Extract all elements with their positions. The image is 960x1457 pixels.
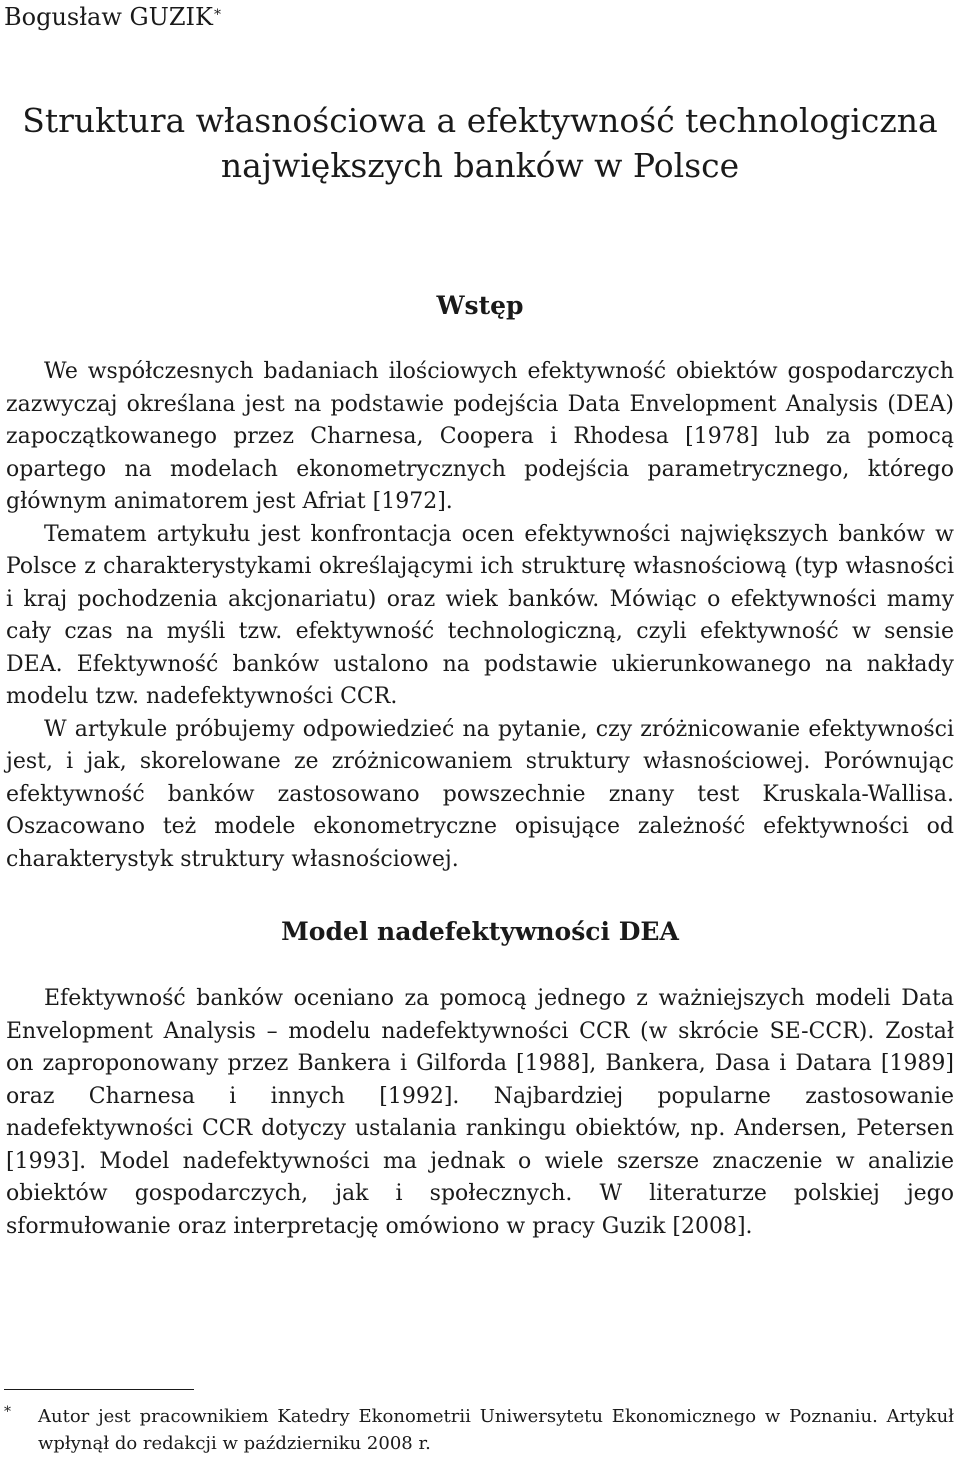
paragraph: Efektywność banków oceniano za pomocą jednego z ważniejszych modeli Data Envelopment Analysis – modelu nadefektywności CCR (w skrócie SE-CCR). Został on zaproponowany przez Bankera i Gilforda [1988], Bankera, Dasa i Datara [1989] oraz Charnesa i innych [1992]. Najbardziej popularne zastosowanie nadefektywności CCR dotyczy ustalania rankingu obiektów, np. Andersen, Petersen [1993]. Model nadefektywności ma jednak o wiele szersze znaczenie w analizie obiektów gospodarczych, jak i społecznych. W literaturze polskiej jego sformułowanie oraz interpretację omówiono w pracy Guzik [2008]. [6,986,954,1239]
paragraph: W artykule próbujemy odpowiedzieć na pytanie, czy zróżnicowanie efektywności jest, i jak, skorelowane ze zróżnicowaniem struktury własnościowej. Porównując efektywność banków zastosowano powszechnie znany test Kruskala-Wallisa. Oszacowano też modele ekonometryczne opisujące zależność efektywności od charakterystyk struktury własnościowej. [6,716,954,872]
article-title [0,98,960,188]
section-introduction-body [6,356,954,876]
article-title-line-2: największych banków w Polsce [220,146,740,185]
article-title-line-1: Struktura własnościowa a efektywność technologiczna [22,101,938,140]
paragraph: Tematem artykułu jest konfrontacja ocen efektywności największych banków w Polsce z charakterystykami określającymi ich strukturę własnościową (typ własności i kraj pochodzenia akcjonariatu) oraz wiek banków. Mówiąc o efektywności mamy cały czas na myśli tzw. efektywność technologiczną, czyli efektywność w sensie DEA. Efektywność banków ustalono na podstawie ukierunkowanego na nakłady modelu tzw. nadefektywności CCR. [6,521,954,709]
section-heading-introduction: Wstęp [436,291,524,320]
footnote-mark: * [4,1404,11,1420]
author-name [4,2,221,32]
footnote [4,1403,954,1457]
section-heading-dea-model: Model nadefektywności DEA [281,917,679,946]
author-footnote-mark: * [213,7,221,23]
section-dea-model-body [6,983,954,1243]
paragraph: We współczesnych badaniach ilościowych efektywność obiektów gospodarczych zazwyczaj określana jest na podstawie podejścia Data Envelopment Analysis (DEA) zapoczątkowanego przez Charnesa, Coopera i Rhodesa [1978] lub za pomocą opartego na modelach ekonometrycznych podejścia parametrycznego, którego głównym animatorem jest Afriat [1972]. [6,359,954,514]
author-name-text: Bogusław GUZIK [4,3,213,31]
footnote-text: Autor jest pracownikiem Katedry Ekonometrii Uniwersytetu Ekonomicznego w Poznaniu. Artykuł wpłynął do redakcji w październiku 2008 r. [38,1406,954,1454]
footnote-divider [4,1389,194,1390]
